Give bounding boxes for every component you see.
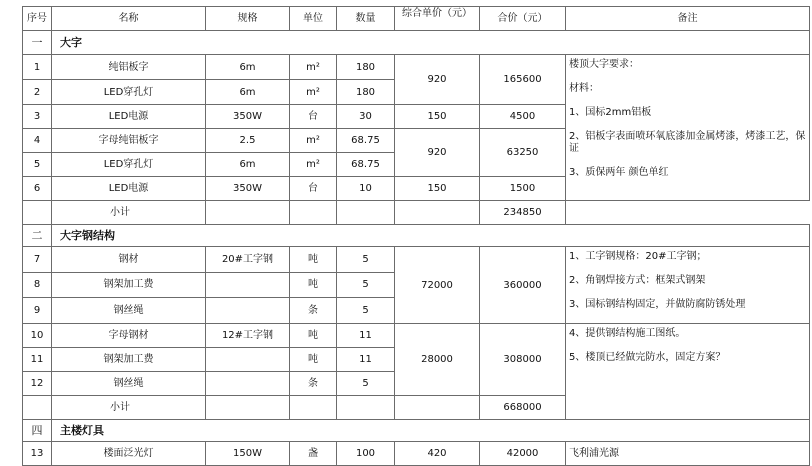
cell-qty: 5 (337, 372, 395, 396)
quotation-table (22, 6, 810, 466)
cell-spec (206, 348, 290, 372)
note-line: 2、角钢焊接方式：框架式钢架 (569, 275, 706, 286)
cell-name: 钢丝绳 (52, 298, 206, 324)
section-row (23, 420, 810, 442)
cell-seq: 12 (23, 372, 52, 396)
cell-name: 钢架加工费 (52, 272, 206, 298)
cell-name: LED穿孔灯 (52, 153, 206, 177)
cell-spec: 350W (206, 105, 290, 129)
cell-seq: 3 (23, 105, 52, 129)
cell-spec (206, 396, 290, 420)
cell-qty: 5 (337, 247, 395, 273)
cell-spec (206, 201, 290, 225)
note-line: 3、国标钢结构固定，并做防腐防锈处理 (569, 299, 746, 310)
cell-unit: 台 (290, 177, 337, 201)
cell-unit: 盏 (290, 442, 337, 466)
note-row-13: 飞利浦光源 (566, 442, 810, 466)
cell-unit: m² (290, 153, 337, 177)
cell-name: LED电源 (52, 177, 206, 201)
cell-spec (206, 272, 290, 298)
note-section-2b (566, 324, 810, 420)
subtotal-label: 小计 (52, 201, 206, 225)
cell-qty: 180 (337, 80, 395, 105)
cell-unit: 吨 (290, 247, 337, 273)
cell-unit-price: 920 (395, 55, 480, 105)
cell-spec: 2.5 (206, 129, 290, 153)
cell-seq: 2 (23, 80, 52, 105)
cell-seq (23, 396, 52, 420)
cell-seq: 11 (23, 348, 52, 372)
cell-qty: 68.75 (337, 129, 395, 153)
cell-unit (290, 201, 337, 225)
cell-qty: 100 (337, 442, 395, 466)
cell-seq: 6 (23, 177, 52, 201)
cell-unit (290, 396, 337, 420)
cell-spec: 150W (206, 442, 290, 466)
cell-seq: 8 (23, 272, 52, 298)
cell-unit: m² (290, 55, 337, 80)
header-row (23, 7, 810, 31)
section-title: 大字 (52, 31, 206, 55)
cell-qty: 11 (337, 348, 395, 372)
cell-seq: 9 (23, 298, 52, 324)
cell-unit: 吨 (290, 348, 337, 372)
section-title: 大字钢结构 (52, 225, 206, 247)
cell-seq (23, 201, 52, 225)
header-unit-price: 综合单价（元） (395, 7, 480, 31)
section-row (23, 225, 810, 247)
section-blank (206, 420, 810, 442)
cell-unit-price: 72000 (395, 247, 480, 324)
cell-seq: 10 (23, 324, 52, 348)
section-number: 一 (23, 31, 52, 55)
cell-unit: 条 (290, 372, 337, 396)
note-line: 2、铝板字表面喷环氧底漆加金属烤漆，烤漆工艺，保证 (569, 131, 806, 154)
cell-seq: 13 (23, 442, 52, 466)
section-row (23, 31, 810, 55)
cell-unit: 吨 (290, 324, 337, 348)
cell-seq: 1 (23, 55, 52, 80)
cell-name: LED电源 (52, 105, 206, 129)
subtotal-label: 小计 (52, 396, 206, 420)
cell-seq: 7 (23, 247, 52, 273)
note-section-1 (566, 55, 810, 201)
cell-name: 字母纯铝板字 (52, 129, 206, 153)
note-line: 5、楼顶已经做完防水，固定方案？ (569, 352, 726, 363)
cell-unit: 条 (290, 298, 337, 324)
note-line: 材料： (569, 83, 599, 94)
note-section-2a (566, 247, 810, 324)
cell-qty: 5 (337, 298, 395, 324)
cell-qty: 10 (337, 177, 395, 201)
subtotal-value: 234850 (480, 201, 566, 225)
cell-qty: 11 (337, 324, 395, 348)
cell-unit: m² (290, 129, 337, 153)
cell-spec (206, 372, 290, 396)
cell-spec: 12#工字钢 (206, 324, 290, 348)
note-line: 4、提供钢结构施工图纸。 (569, 328, 686, 339)
cell-unit-price: 920 (395, 129, 480, 177)
cell-seq: 5 (23, 153, 52, 177)
cell-total: 63250 (480, 129, 566, 177)
cell-name: 钢架加工费 (52, 348, 206, 372)
cell-total: 308000 (480, 324, 566, 396)
cell-qty: 5 (337, 272, 395, 298)
section-number: 四 (23, 420, 52, 442)
subtotal-value: 668000 (480, 396, 566, 420)
cell-spec: 6m (206, 55, 290, 80)
cell-name: 楼面泛光灯 (52, 442, 206, 466)
section-blank (206, 31, 810, 55)
header-unit: 单位 (290, 7, 337, 31)
cell-unit: 吨 (290, 272, 337, 298)
cell-name: 钢材 (52, 247, 206, 273)
header-note: 备注 (566, 7, 810, 31)
cell-total: 360000 (480, 247, 566, 324)
cell-qty (337, 396, 395, 420)
cell-unit: m² (290, 80, 337, 105)
cell-total: 1500 (480, 177, 566, 201)
subtotal-row (23, 201, 810, 225)
cell-unit: 台 (290, 105, 337, 129)
header-qty: 数量 (337, 7, 395, 31)
cell-total: 42000 (480, 442, 566, 466)
section-title: 主楼灯具 (52, 420, 206, 442)
cell-unit-price (395, 396, 480, 420)
cell-spec: 350W (206, 177, 290, 201)
note-line: 1、工字钢规格：20#工字钢； (569, 251, 707, 262)
cell-qty: 30 (337, 105, 395, 129)
cell-name: 字母钢材 (52, 324, 206, 348)
header-name: 名称 (52, 7, 206, 31)
table-row (23, 324, 810, 348)
cell-total: 165600 (480, 55, 566, 105)
cell-unit-price: 420 (395, 442, 480, 466)
cell-name: 纯铝板字 (52, 55, 206, 80)
section-number: 二 (23, 225, 52, 247)
cell-spec: 6m (206, 80, 290, 105)
cell-unit-price: 28000 (395, 324, 480, 396)
section-blank (206, 225, 810, 247)
cell-qty: 68.75 (337, 153, 395, 177)
cell-seq: 4 (23, 129, 52, 153)
cell-name: LED穿孔灯 (52, 80, 206, 105)
note-line: 1、国标2mm铝板 (569, 107, 652, 118)
cell-spec: 20#工字钢 (206, 247, 290, 273)
header-total: 合价（元） (480, 7, 566, 31)
table-row (23, 442, 810, 466)
table-row (23, 247, 810, 273)
header-spec: 规格 (206, 7, 290, 31)
cell-qty: 180 (337, 55, 395, 80)
cell-spec (206, 298, 290, 324)
note-line: 楼顶大字要求： (569, 59, 639, 70)
cell-unit-price (395, 201, 480, 225)
cell-total: 4500 (480, 105, 566, 129)
cell-qty (337, 201, 395, 225)
table-row (23, 55, 810, 80)
cell-unit-price: 150 (395, 105, 480, 129)
note-line: 3、质保两年 颜色单红 (569, 167, 669, 178)
cell-name: 钢丝绳 (52, 372, 206, 396)
cell-spec: 6m (206, 153, 290, 177)
cell-unit-price: 150 (395, 177, 480, 201)
header-seq: 序号 (23, 7, 52, 31)
